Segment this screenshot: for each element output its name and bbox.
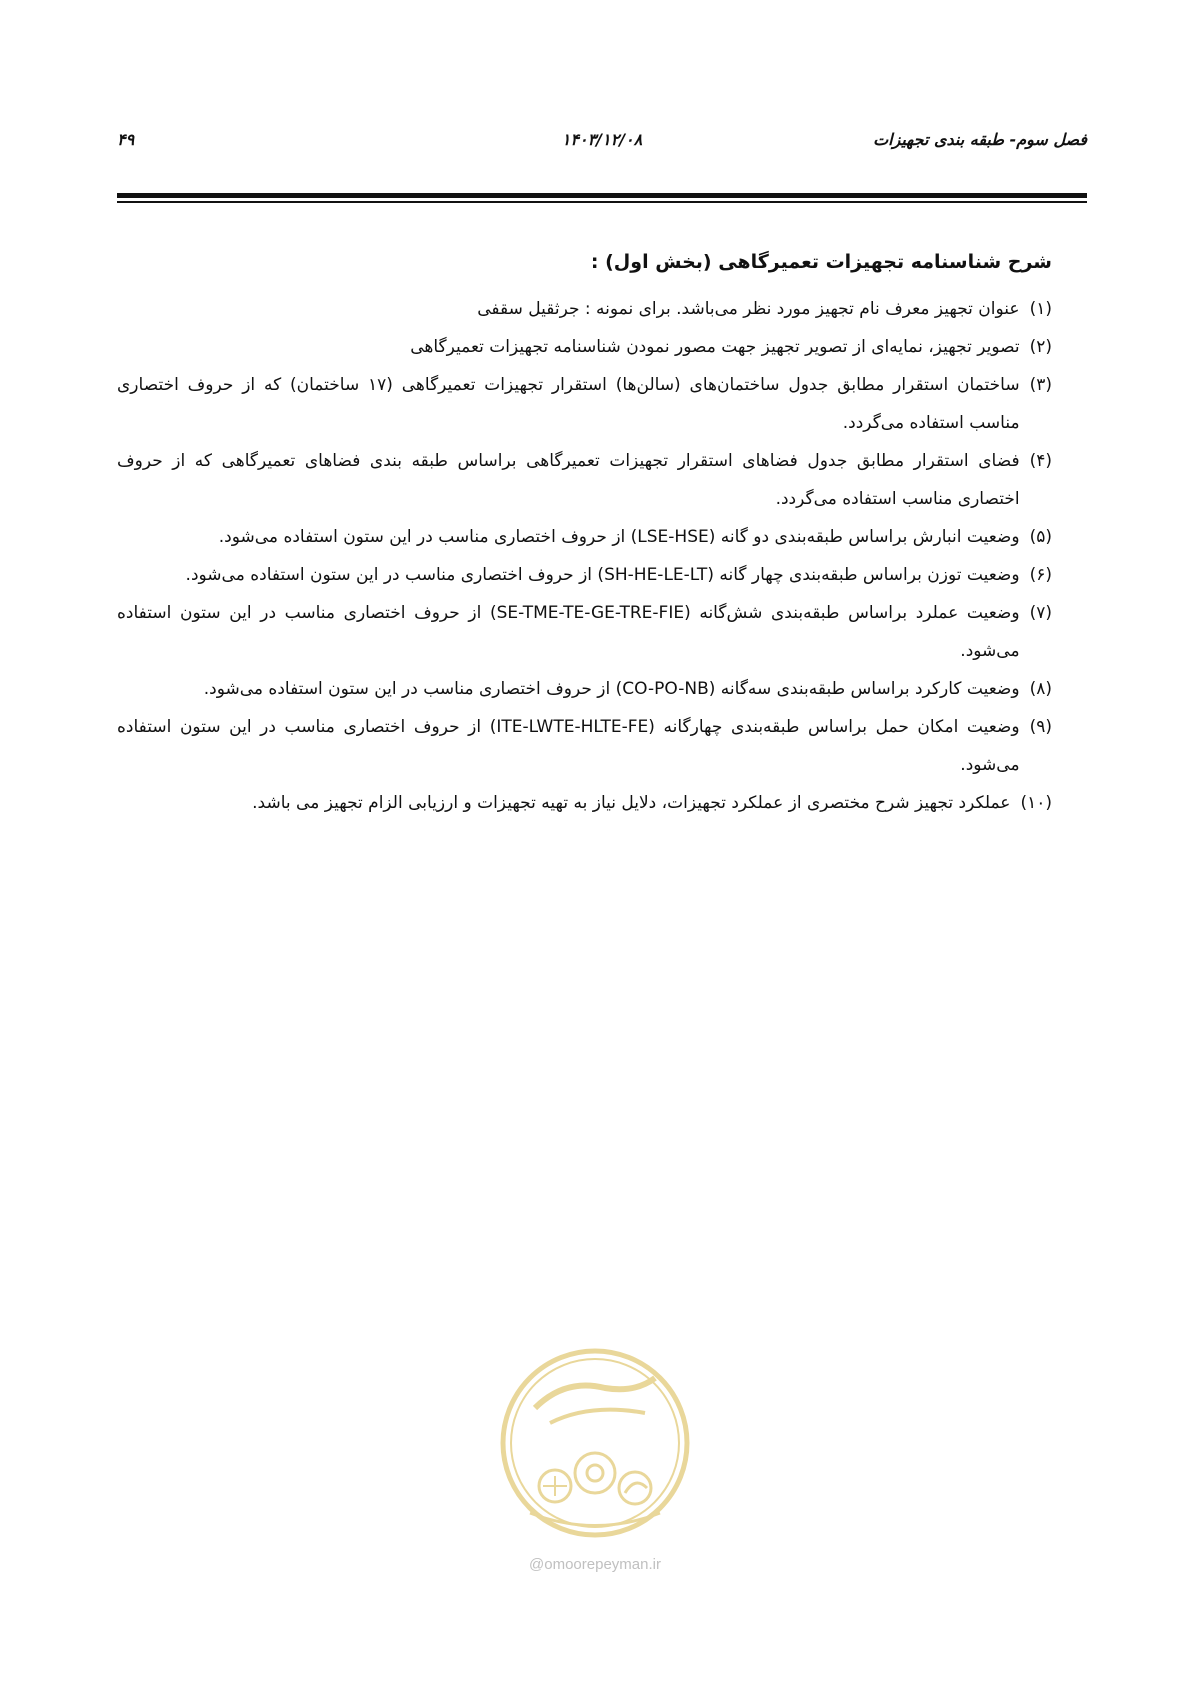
item-number: (۱): [1029, 299, 1052, 319]
item-text: تصویر تجهیز، نمایه‌ای از تصویر تجهیز جهت مصور نمودن شناسنامه تجهیزات تعمیرگاهی: [410, 337, 1020, 357]
list-item: [117, 556, 1052, 594]
item-number: (۱۰): [1020, 793, 1052, 813]
page-header: [117, 130, 1087, 160]
list-item: [117, 784, 1052, 822]
item-text: عملکرد تجهیز شرح مختصری از عملکرد تجهیزات، دلایل نیاز به تهیه تجهیزات و ارزیابی الزام تجهیز می باشد.: [252, 793, 1011, 813]
item-text: وضعیت عملرد براساس طبقه‌بندی شش‌گانه (SE-TME-TE-GE-TRE-FIE) از حروف اختصاری مناسب در این ستون استفاده می‌شود.: [117, 603, 1020, 661]
header-rule-thick: [117, 193, 1087, 198]
watermark-url: @omoorepeyman.ir: [529, 1556, 661, 1573]
item-text: عنوان تجهیز معرف نام تجهیز مورد نظر می‌باشد. برای نمونه : جرثقیل سقفی: [477, 299, 1020, 319]
section-title: شرح شناسنامه تجهیزات تعمیرگاهی (بخش اول) :: [590, 251, 1052, 273]
item-number: (۹): [1029, 717, 1052, 737]
item-number: (۳): [1029, 375, 1052, 395]
item-text: فضای استقرار مطابق جدول فضاهای استقرار تجهیزات تعمیرگاهی براساس طبقه بندی فضاهای تعمیرگاهی که از حروف اختصاری مناسب استفاده می‌گردد.: [117, 451, 1020, 509]
description-list: [117, 290, 1052, 822]
list-item: [117, 442, 1052, 518]
item-text: وضعیت توزن براساس طبقه‌بندی چهار گانه (SH-HE-LE-LT) از حروف اختصاری مناسب در این ستون استفاده می‌شود.: [185, 565, 1020, 585]
list-item: [117, 366, 1052, 442]
item-text: وضعیت انبارش براساس طبقه‌بندی دو گانه (LSE-HSE) از حروف اختصاری مناسب در این ستون استفاده می‌شود.: [218, 527, 1020, 547]
header-rule-thin: [117, 201, 1087, 203]
list-item: [117, 518, 1052, 556]
item-number: (۴): [1029, 451, 1052, 471]
item-number: (۵): [1029, 527, 1052, 547]
page-number: ۴۹: [117, 130, 135, 149]
item-number: (۶): [1029, 565, 1052, 585]
header-date: ۱۴۰۳/۱۲/۰۸: [561, 130, 643, 149]
watermark: [495, 1338, 695, 1578]
chapter-title: فصل سوم- طبقه بندی تجهیزات: [873, 130, 1087, 149]
item-text: وضعیت کارکرد براساس طبقه‌بندی سه‌گانه (CO-PO-NB) از حروف اختصاری مناسب در این ستون استفاده می‌شود.: [203, 679, 1020, 699]
list-item: [117, 670, 1052, 708]
list-item: [117, 290, 1052, 328]
item-number: (۲): [1029, 337, 1052, 357]
omoore-peyman-logo-icon: [495, 1338, 695, 1548]
list-item: [117, 594, 1052, 670]
item-number: (۷): [1029, 603, 1052, 623]
item-text: ساختمان استقرار مطابق جدول ساختمان‌های (سالن‌ها) استقرار تجهیزات تعمیرگاهی (۱۷ ساختمان) که از حروف اختصاری مناسب استفاده می‌گردد.: [117, 375, 1020, 433]
item-number: (۸): [1029, 679, 1052, 699]
list-item: [117, 708, 1052, 784]
item-text: وضعیت امکان حمل براساس طبقه‌بندی چهارگانه (ITE-LWTE-HLTE-FE) از حروف اختصاری مناسب در این ستون استفاده می‌شود.: [117, 717, 1020, 775]
main-content: [117, 248, 1052, 822]
list-item: [117, 328, 1052, 366]
